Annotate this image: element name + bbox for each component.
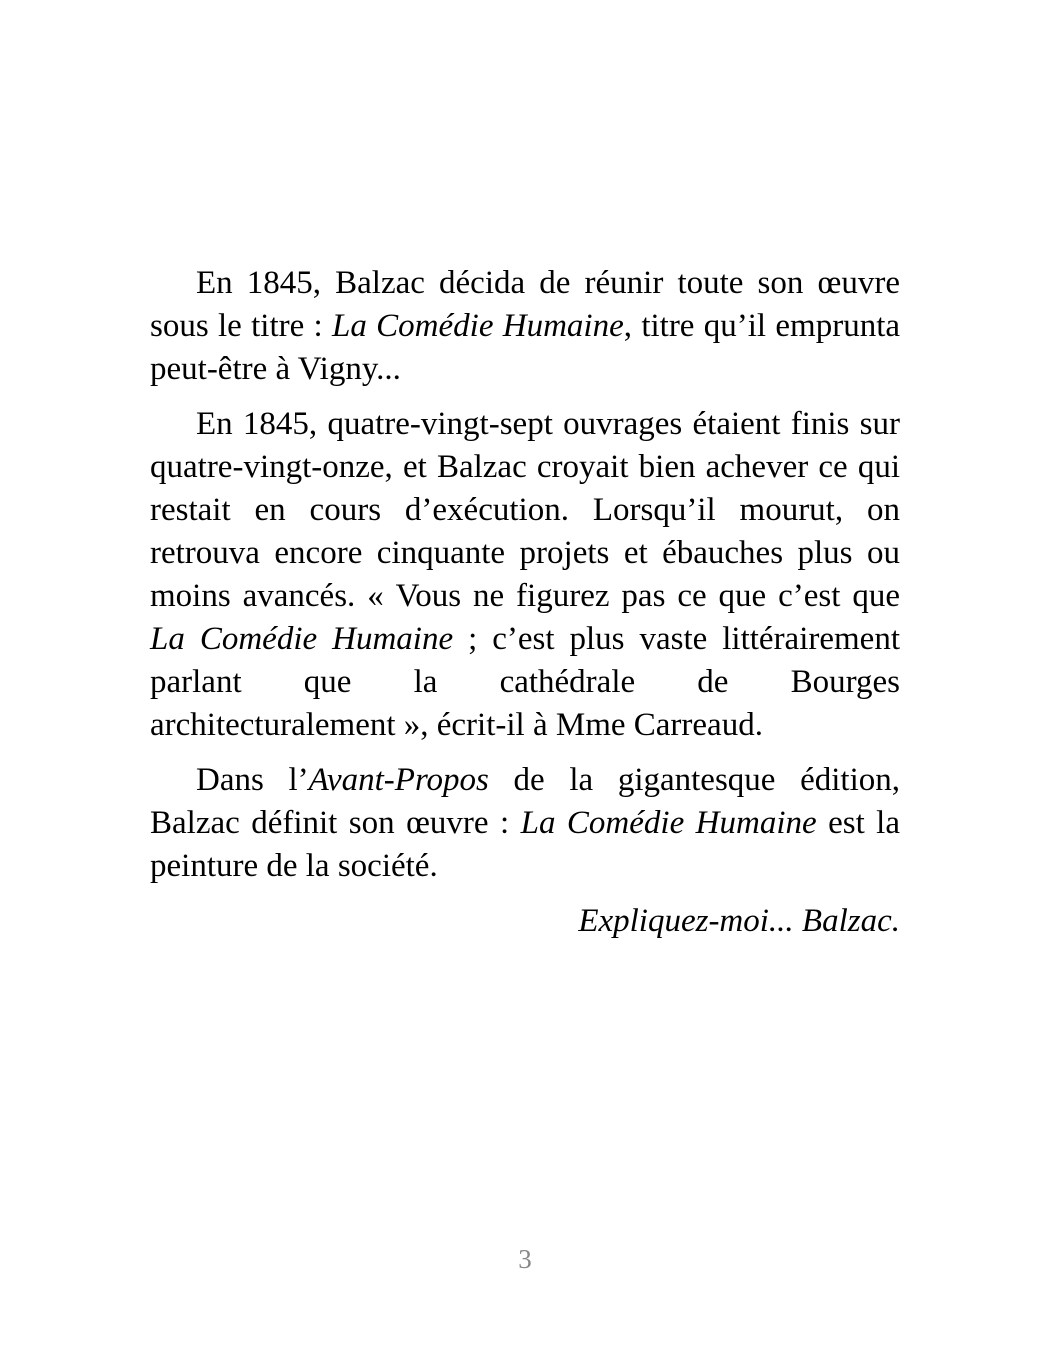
paragraph xyxy=(150,759,900,888)
source-attribution: Expliquez-moi... Balzac. xyxy=(578,903,900,939)
italic-text-run: La Comédie Humaine xyxy=(150,621,454,657)
page-body xyxy=(150,262,900,943)
text-run: Dans l’ xyxy=(196,762,309,798)
text-run: de la gigantesque édition, Balzac définit son œuvre : xyxy=(150,762,900,841)
text-run: est la peinture de la société. xyxy=(150,805,900,884)
text-run: , titre qu’il emprunta peut-être à Vigny... xyxy=(150,308,901,387)
paragraph xyxy=(150,403,900,747)
italic-text-run: Avant-Propos xyxy=(308,762,489,798)
paragraph xyxy=(150,262,900,391)
page-number: 3 xyxy=(518,1244,532,1274)
text-run: En 1845, quatre-vingt-sept ouvrages étaient finis sur quatre-vingt-onze, et Balzac croyait bien achever ce qui restait en cours d’exécution. Lorsqu’il mourut, on retrouva encore cinquante projets et ébauches plus ou moins avancés. « Vous ne figurez pas ce que c’est que xyxy=(150,406,900,614)
text-run: En 1845, Balzac décida de réunir toute son œuvre sous le titre : xyxy=(150,265,900,344)
text-run: ; c’est plus vaste littérairement parlant que la cathédrale de Bourges architecturalement », écrit-il à Mme Carreaud. xyxy=(150,621,900,743)
italic-text-run: La Comédie Humaine xyxy=(332,308,624,344)
italic-text-run: La Comédie Humaine xyxy=(520,805,817,841)
